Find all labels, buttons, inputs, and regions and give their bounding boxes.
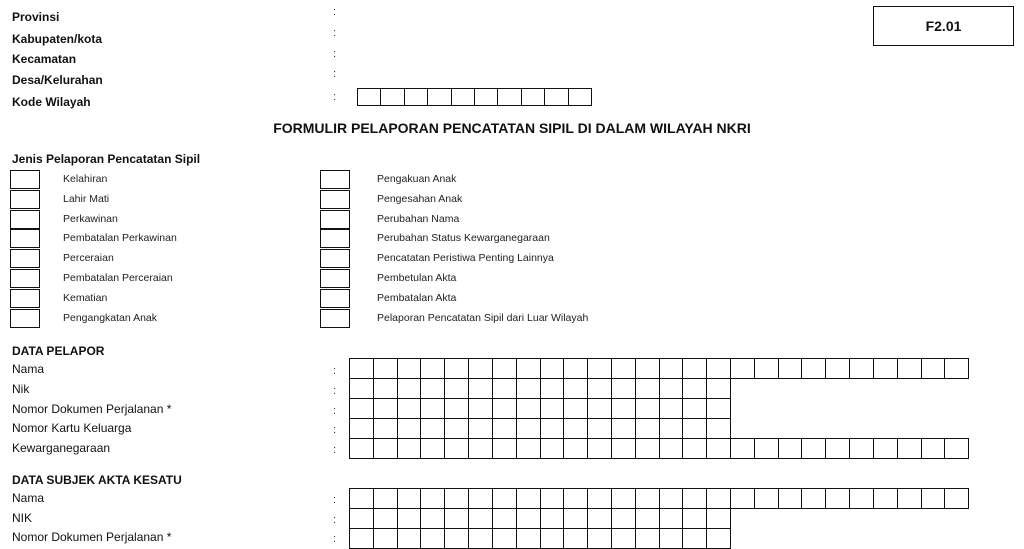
char-cell[interactable] <box>635 508 660 529</box>
char-cell[interactable] <box>451 88 476 106</box>
pelapor-nik-input[interactable] <box>349 378 731 399</box>
char-cell[interactable] <box>587 418 612 439</box>
pelapor-nik-label: Nik <box>12 382 30 396</box>
jenis-option-label: Kelahiran <box>63 173 108 185</box>
char-cell[interactable] <box>468 488 493 509</box>
jenis-heading: Jenis Pelaporan Pencatatan Sipil <box>12 152 201 166</box>
char-cell[interactable] <box>611 378 636 399</box>
char-cell[interactable] <box>497 88 522 106</box>
char-cell[interactable] <box>682 438 707 459</box>
char-cell[interactable] <box>427 88 452 106</box>
char-cell[interactable] <box>420 488 445 509</box>
data-subjek-heading: DATA SUBJEK AKTA KESATU <box>12 473 182 487</box>
char-cell[interactable] <box>468 418 493 439</box>
jenis-checkbox[interactable] <box>320 229 350 248</box>
pelapor-kk-input[interactable] <box>349 418 731 439</box>
char-cell[interactable] <box>873 488 898 509</box>
jenis-checkbox[interactable] <box>10 229 40 248</box>
char-cell[interactable] <box>563 508 588 529</box>
char-cell[interactable] <box>468 358 493 379</box>
char-cell[interactable] <box>349 438 374 459</box>
pelapor-kewarganegaraan-input[interactable] <box>349 438 969 459</box>
jenis-checkbox[interactable] <box>10 289 40 308</box>
pelapor-kk-label: Nomor Kartu Keluarga <box>12 421 132 435</box>
jenis-option-label: Pelaporan Pencatatan Sipil dari Luar Wilayah <box>377 311 589 324</box>
char-cell[interactable] <box>420 528 445 549</box>
char-cell[interactable] <box>521 88 546 106</box>
jenis-checkbox[interactable] <box>320 170 350 189</box>
char-cell[interactable] <box>682 378 707 399</box>
pelapor-dokumen-input[interactable] <box>349 398 731 419</box>
char-cell[interactable] <box>349 398 374 419</box>
subjek-dokumen-input[interactable] <box>349 528 731 549</box>
kode-wilayah-label: Kode Wilayah <box>12 95 91 109</box>
jenis-checkbox[interactable] <box>10 170 40 189</box>
char-cell[interactable] <box>706 488 731 509</box>
kabupaten-colon: : <box>333 27 337 39</box>
char-cell[interactable] <box>587 488 612 509</box>
char-cell[interactable] <box>516 438 541 459</box>
jenis-checkbox[interactable] <box>320 249 350 268</box>
jenis-option-label: Pembetulan Akta <box>377 272 457 284</box>
char-cell[interactable] <box>754 488 779 509</box>
char-cell[interactable] <box>373 418 398 439</box>
char-cell[interactable] <box>397 418 422 439</box>
char-cell[interactable] <box>611 508 636 529</box>
char-cell[interactable] <box>444 488 469 509</box>
subjek-nama-input[interactable] <box>349 488 969 509</box>
char-cell[interactable] <box>563 378 588 399</box>
kode-wilayah-input[interactable] <box>357 88 592 106</box>
jenis-option-label: Lahir Mati <box>63 192 110 205</box>
form-code: F2.01 <box>925 18 962 34</box>
char-cell[interactable] <box>849 438 874 459</box>
form-code-box <box>873 6 1014 46</box>
jenis-checkbox[interactable] <box>320 190 350 209</box>
pelapor-nama-input[interactable] <box>349 358 969 379</box>
char-cell[interactable] <box>397 378 422 399</box>
jenis-option-label: Pencatatan Peristiwa Penting Lainnya <box>377 252 554 265</box>
char-cell[interactable] <box>754 438 779 459</box>
char-cell[interactable] <box>944 358 969 379</box>
jenis-checkbox[interactable] <box>10 269 40 288</box>
char-cell[interactable] <box>706 418 731 439</box>
form-title: FORMULIR PELAPORAN PENCATATAN SIPIL DI DALAM WILAYAH NKRI <box>273 120 751 136</box>
char-cell[interactable] <box>659 418 684 439</box>
char-cell[interactable] <box>420 398 445 419</box>
char-cell[interactable] <box>944 438 969 459</box>
char-cell[interactable] <box>540 418 565 439</box>
jenis-checkbox[interactable] <box>320 210 350 229</box>
jenis-checkbox[interactable] <box>10 249 40 268</box>
char-cell[interactable] <box>492 358 517 379</box>
char-cell[interactable] <box>397 488 422 509</box>
char-cell[interactable] <box>921 488 946 509</box>
jenis-option-label: Perceraian <box>63 252 114 265</box>
subjek-nama-colon: : <box>333 494 337 506</box>
char-cell[interactable] <box>682 358 707 379</box>
char-cell[interactable] <box>563 488 588 509</box>
char-cell[interactable] <box>540 398 565 419</box>
char-cell[interactable] <box>778 438 803 459</box>
char-cell[interactable] <box>563 438 588 459</box>
char-cell[interactable] <box>349 418 374 439</box>
jenis-checkbox[interactable] <box>320 269 350 288</box>
char-cell[interactable] <box>373 488 398 509</box>
char-cell[interactable] <box>706 508 731 529</box>
char-cell[interactable] <box>349 358 374 379</box>
char-cell[interactable] <box>730 358 755 379</box>
char-cell[interactable] <box>587 358 612 379</box>
char-cell[interactable] <box>873 438 898 459</box>
char-cell[interactable] <box>659 528 684 549</box>
char-cell[interactable] <box>635 438 660 459</box>
char-cell[interactable] <box>659 398 684 419</box>
char-cell[interactable] <box>492 528 517 549</box>
subjek-nama-label: Nama <box>12 491 45 505</box>
char-cell[interactable] <box>730 438 755 459</box>
char-cell[interactable] <box>587 508 612 529</box>
char-cell[interactable] <box>444 358 469 379</box>
char-cell[interactable] <box>944 488 969 509</box>
char-cell[interactable] <box>778 488 803 509</box>
char-cell[interactable] <box>444 528 469 549</box>
char-cell[interactable] <box>706 378 731 399</box>
char-cell[interactable] <box>397 508 422 529</box>
pelapor-nik-colon: : <box>333 385 337 397</box>
char-cell[interactable] <box>540 438 565 459</box>
char-cell[interactable] <box>635 418 660 439</box>
char-cell[interactable] <box>635 488 660 509</box>
char-cell[interactable] <box>825 358 850 379</box>
char-cell[interactable] <box>563 418 588 439</box>
char-cell[interactable] <box>516 418 541 439</box>
char-cell[interactable] <box>611 418 636 439</box>
char-cell[interactable] <box>611 528 636 549</box>
char-cell[interactable] <box>468 508 493 529</box>
char-cell[interactable] <box>420 378 445 399</box>
kecamatan-colon: : <box>333 48 337 60</box>
char-cell[interactable] <box>611 358 636 379</box>
char-cell[interactable] <box>849 358 874 379</box>
char-cell[interactable] <box>563 528 588 549</box>
char-cell[interactable] <box>801 438 826 459</box>
pelapor-nama-colon: : <box>333 365 337 377</box>
desa-label: Desa/Kelurahan <box>12 73 103 87</box>
char-cell[interactable] <box>420 418 445 439</box>
jenis-checkbox[interactable] <box>320 289 350 308</box>
char-cell[interactable] <box>611 438 636 459</box>
char-cell[interactable] <box>373 398 398 419</box>
char-cell[interactable] <box>373 508 398 529</box>
char-cell[interactable] <box>516 528 541 549</box>
char-cell[interactable] <box>492 488 517 509</box>
char-cell[interactable] <box>516 378 541 399</box>
char-cell[interactable] <box>921 358 946 379</box>
char-cell[interactable] <box>587 398 612 419</box>
char-cell[interactable] <box>682 528 707 549</box>
desa-colon: : <box>333 68 337 80</box>
char-cell[interactable] <box>897 438 922 459</box>
char-cell[interactable] <box>587 528 612 549</box>
char-cell[interactable] <box>635 378 660 399</box>
char-cell[interactable] <box>349 378 374 399</box>
char-cell[interactable] <box>540 528 565 549</box>
kabupaten-label: Kabupaten/kota <box>12 32 103 46</box>
jenis-checkbox[interactable] <box>320 309 350 328</box>
jenis-option-label: Perkawinan <box>63 212 118 225</box>
char-cell[interactable] <box>516 358 541 379</box>
pelapor-kewarganegaraan-label: Kewarganegaraan <box>12 441 111 455</box>
jenis-option-label: Pengakuan Anak <box>377 173 457 185</box>
char-cell[interactable] <box>492 418 517 439</box>
subjek-nik-input[interactable] <box>349 508 731 529</box>
char-cell[interactable] <box>706 398 731 419</box>
char-cell[interactable] <box>706 438 731 459</box>
char-cell[interactable] <box>897 488 922 509</box>
subjek-nik-label: NIK <box>12 511 33 525</box>
char-cell[interactable] <box>420 438 445 459</box>
char-cell[interactable] <box>659 488 684 509</box>
char-cell[interactable] <box>563 358 588 379</box>
char-cell[interactable] <box>587 438 612 459</box>
char-cell[interactable] <box>635 528 660 549</box>
char-cell[interactable] <box>635 358 660 379</box>
jenis-option-label: Kematian <box>63 291 108 304</box>
char-cell[interactable] <box>373 358 398 379</box>
provinsi-colon: : <box>333 6 337 18</box>
char-cell[interactable] <box>516 488 541 509</box>
jenis-option-label: Perubahan Status Kewarganegaraan <box>377 232 550 245</box>
char-cell[interactable] <box>873 358 898 379</box>
subjek-nik-colon: : <box>333 514 337 526</box>
char-cell[interactable] <box>611 488 636 509</box>
kecamatan-label: Kecamatan <box>12 52 77 66</box>
char-cell[interactable] <box>540 358 565 379</box>
char-cell[interactable] <box>444 418 469 439</box>
char-cell[interactable] <box>568 88 593 106</box>
char-cell[interactable] <box>778 358 803 379</box>
char-cell[interactable] <box>349 528 374 549</box>
char-cell[interactable] <box>825 488 850 509</box>
char-cell[interactable] <box>659 508 684 529</box>
char-cell[interactable] <box>444 438 469 459</box>
char-cell[interactable] <box>468 528 493 549</box>
char-cell[interactable] <box>540 488 565 509</box>
jenis-option-label: Pengangkatan Anak <box>63 311 157 324</box>
char-cell[interactable] <box>397 528 422 549</box>
char-cell[interactable] <box>730 488 755 509</box>
char-cell[interactable] <box>563 398 588 419</box>
char-cell[interactable] <box>373 438 398 459</box>
jenis-checkbox[interactable] <box>10 190 40 209</box>
kode-wilayah-colon: : <box>333 91 337 103</box>
jenis-checkbox[interactable] <box>10 309 40 328</box>
jenis-option-label: Pembatalan Perceraian <box>63 272 173 284</box>
char-cell[interactable] <box>404 88 429 106</box>
subjek-dokumen-colon: : <box>333 533 337 545</box>
char-cell[interactable] <box>444 398 469 419</box>
char-cell[interactable] <box>373 378 398 399</box>
jenis-option-label: Pembatalan Perkawinan <box>63 232 177 245</box>
subjek-dokumen-label: Nomor Dokumen Perjalanan * <box>12 530 172 544</box>
char-cell[interactable] <box>540 378 565 399</box>
jenis-checkbox[interactable] <box>10 210 40 229</box>
char-cell[interactable] <box>682 508 707 529</box>
pelapor-dokumen-colon: : <box>333 405 337 417</box>
pelapor-kk-colon: : <box>333 424 337 436</box>
char-cell[interactable] <box>801 358 826 379</box>
char-cell[interactable] <box>492 508 517 529</box>
char-cell[interactable] <box>492 398 517 419</box>
char-cell[interactable] <box>682 418 707 439</box>
char-cell[interactable] <box>659 378 684 399</box>
char-cell[interactable] <box>380 88 405 106</box>
pelapor-dokumen-label: Nomor Dokumen Perjalanan * <box>12 402 172 416</box>
char-cell[interactable] <box>468 398 493 419</box>
char-cell[interactable] <box>682 398 707 419</box>
char-cell[interactable] <box>516 398 541 419</box>
char-cell[interactable] <box>706 358 731 379</box>
char-cell[interactable] <box>357 88 382 106</box>
char-cell[interactable] <box>897 358 922 379</box>
char-cell[interactable] <box>349 488 374 509</box>
provinsi-label: Provinsi <box>12 10 60 24</box>
char-cell[interactable] <box>587 378 612 399</box>
char-cell[interactable] <box>397 358 422 379</box>
char-cell[interactable] <box>373 528 398 549</box>
char-cell[interactable] <box>849 488 874 509</box>
char-cell[interactable] <box>420 508 445 529</box>
char-cell[interactable] <box>921 438 946 459</box>
char-cell[interactable] <box>540 508 565 529</box>
char-cell[interactable] <box>706 528 731 549</box>
jenis-option-label: Perubahan Nama <box>377 212 460 225</box>
char-cell[interactable] <box>544 88 569 106</box>
char-cell[interactable] <box>635 398 660 419</box>
char-cell[interactable] <box>444 508 469 529</box>
char-cell[interactable] <box>754 358 779 379</box>
char-cell[interactable] <box>349 508 374 529</box>
char-cell[interactable] <box>682 488 707 509</box>
char-cell[interactable] <box>474 88 499 106</box>
jenis-option-label: Pengesahan Anak <box>377 192 463 205</box>
char-cell[interactable] <box>659 438 684 459</box>
pelapor-kewarganegaraan-colon: : <box>333 444 337 456</box>
char-cell[interactable] <box>420 358 445 379</box>
char-cell[interactable] <box>492 378 517 399</box>
pelapor-nama-label: Nama <box>12 362 45 376</box>
char-cell[interactable] <box>468 438 493 459</box>
char-cell[interactable] <box>659 358 684 379</box>
char-cell[interactable] <box>397 438 422 459</box>
data-pelapor-heading: DATA PELAPOR <box>12 344 105 358</box>
char-cell[interactable] <box>611 398 636 419</box>
char-cell[interactable] <box>825 438 850 459</box>
char-cell[interactable] <box>516 508 541 529</box>
char-cell[interactable] <box>492 438 517 459</box>
char-cell[interactable] <box>397 398 422 419</box>
jenis-option-label: Pembatalan Akta <box>377 291 457 304</box>
char-cell[interactable] <box>801 488 826 509</box>
char-cell[interactable] <box>468 378 493 399</box>
char-cell[interactable] <box>444 378 469 399</box>
